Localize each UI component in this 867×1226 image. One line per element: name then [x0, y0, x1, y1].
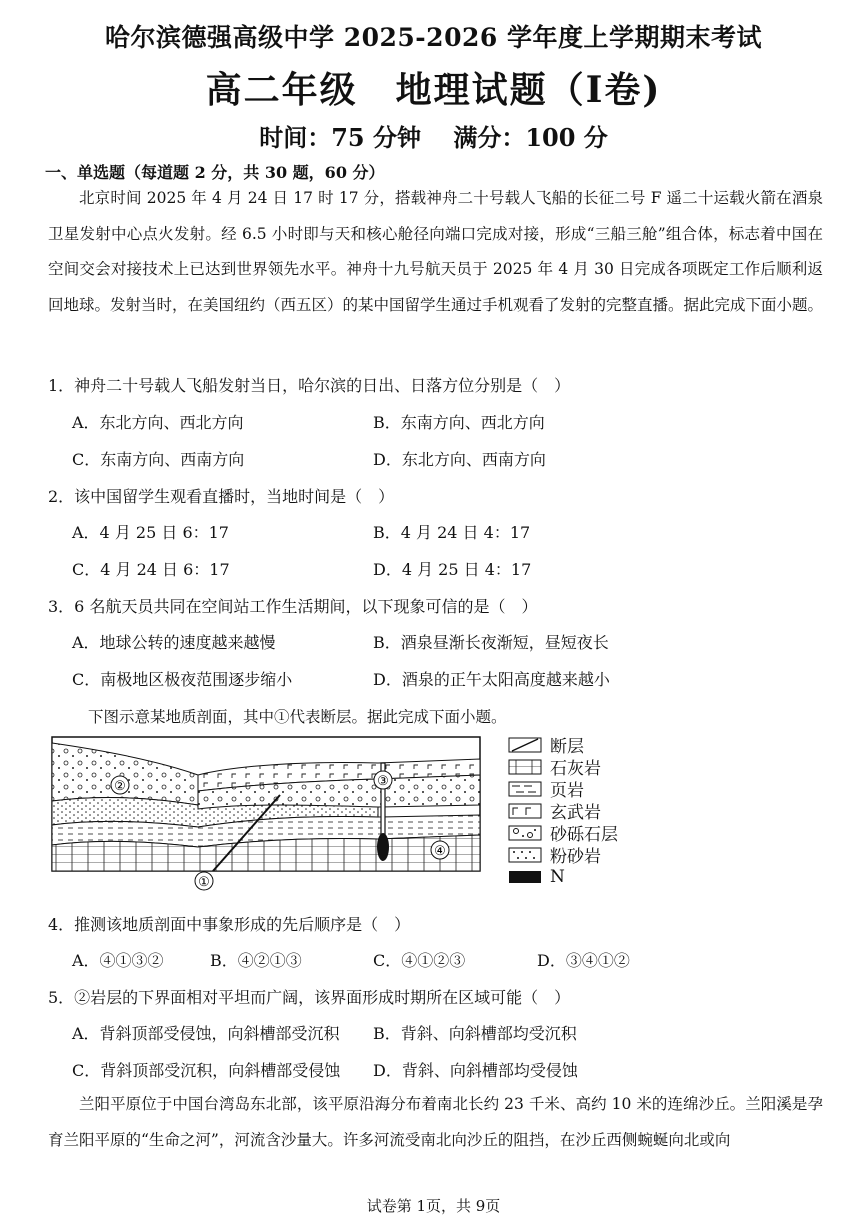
question-2-option-d[interactable]: D．4 月 25 日 4：17: [373, 560, 532, 579]
question-4-option-c[interactable]: C．④①②③: [373, 951, 466, 970]
question-1-option-c[interactable]: C．东南方向、西南方向: [72, 450, 245, 469]
question-5-option-c[interactable]: C．背斜顶部受沉积，向斜槽部受侵蚀: [72, 1061, 341, 1080]
section-title: 一、单选题（每道题 2 分，共 30 题，60 分）: [45, 163, 385, 182]
question-3-option-b[interactable]: B．酒泉昼渐长夜渐短，昼短夜长: [373, 633, 609, 652]
question-1-option-b[interactable]: B．东南方向、西北方向: [373, 413, 545, 432]
exam-subtitle: 高二年级 地理试题（Ⅰ卷): [205, 69, 662, 111]
question-3-stem: 3．6 名航天员共同在空间站工作生活期间，以下现象可信的是（ ）: [48, 597, 538, 616]
question-1-option-a[interactable]: A．东北方向、西北方向: [72, 413, 244, 432]
legend-label: 砂砾石层: [550, 825, 618, 845]
legend-shale: [508, 778, 584, 799]
black-fill-icon: [508, 869, 542, 885]
question-5-option-a[interactable]: A．背斜顶部受侵蚀，向斜槽部受沉积: [72, 1024, 340, 1043]
legend-n: [508, 866, 565, 887]
legend-gravel: [508, 822, 618, 843]
question-2-option-b[interactable]: B．4 月 24 日 4：17: [373, 523, 531, 542]
question-1-option-d[interactable]: D．东北方向、西南方向: [373, 450, 546, 469]
legend-label: 石灰岩: [550, 759, 601, 779]
passage-2: 兰阳平原位于中国台湾岛东北部，该平原沿海分布着南北长约 23 千米、高约 10 米的连绵沙丘。兰阳溪是孕育兰阳平原的“生命之河”，河流含沙量大。许多河流受南北向沙丘的阻挡，在沙丘西侧蜿蜒向北或向: [48, 1095, 823, 1149]
fault-symbol-icon: [508, 737, 542, 753]
intrusion-n: [377, 833, 389, 861]
question-4-option-a[interactable]: A．④①③②: [72, 951, 164, 970]
marker-4: ④: [434, 844, 446, 859]
legend-label: 粉砂岩: [550, 847, 601, 867]
question-4-stem: 4．推测该地质剖面中事象形成的先后顺序是（ ）: [48, 915, 411, 934]
legend-fault: [508, 734, 584, 755]
exam-title: 哈尔滨德强高级中学 2025-2026 学年度上学期期末考试: [105, 23, 762, 52]
page-footer: 试卷第 1页，共 9页: [366, 1197, 501, 1215]
question-3-option-c[interactable]: C．南极地区极夜范围逐步缩小: [72, 670, 293, 689]
basalt-pattern-icon: [508, 803, 542, 819]
figure-intro: 下图示意某地质剖面，其中①代表断层。据此完成下面小题。: [88, 708, 507, 726]
exam-meta: 时间：75 分钟 满分：100 分: [259, 123, 608, 152]
marker-3: ③: [377, 774, 389, 789]
geologic-cross-section: [48, 735, 493, 895]
question-1-stem: 1．神舟二十号载人飞船发射当日，哈尔滨的日出、日落方位分别是（ ）: [48, 376, 571, 395]
question-4-option-d[interactable]: D．③④①②: [537, 951, 630, 970]
question-5-stem: 5．②岩层的下界面相对平坦而广阔，该界面形成时期所在区域可能（ ）: [48, 988, 571, 1007]
marker-2: ②: [114, 779, 126, 794]
legend-siltstone: [508, 844, 601, 865]
question-2-option-a[interactable]: A．4 月 25 日 6：17: [72, 523, 229, 542]
legend-label: 断层: [550, 737, 584, 757]
limestone-pattern-icon: [508, 759, 542, 775]
passage-1: 北京时间 2025 年 4 月 24 日 17 时 17 分，搭载神舟二十号载人飞船的长征二号 F 遥二十运载火箭在酒泉卫星发射中心点火发射。经 6.5 小时即与天和核心舱径向端口完成对接，形成“三船三舱”组合体，标志着中国在空间交会对接技术上已达到世界领先水平。神舟十九号航天员于 2025 年 4 月 30 日完成各项既定工作后顺利返回地球。发射当时，在美国纽约（西五区）的某中国留学生通过手机观看了发射的完整直播。据此完成下面小题。: [48, 189, 824, 314]
question-3-option-a[interactable]: A．地球公转的速度越来越慢: [72, 633, 276, 652]
question-4-option-b[interactable]: B．④②①③: [210, 951, 302, 970]
question-3-option-d[interactable]: D．酒泉的正午太阳高度越来越小: [373, 670, 610, 689]
shale-pattern-icon: [508, 781, 542, 797]
legend-label: 玄武岩: [550, 803, 601, 823]
question-5-option-d[interactable]: D．背斜、向斜槽部均受侵蚀: [373, 1061, 578, 1080]
question-2-option-c[interactable]: C．4 月 24 日 6：17: [72, 560, 230, 579]
question-2-stem: 2．该中国留学生观看直播时，当地时间是（ ）: [48, 487, 395, 506]
legend-label: 页岩: [550, 781, 584, 801]
question-5-option-b[interactable]: B．背斜、向斜槽部均受沉积: [373, 1024, 577, 1043]
legend-limestone: [508, 756, 601, 777]
legend-label: N: [550, 866, 565, 887]
gravel-pattern-icon: [508, 825, 542, 841]
legend-basalt: [508, 800, 601, 821]
siltstone-pattern-icon: [508, 847, 542, 863]
marker-1: ①: [198, 875, 210, 890]
